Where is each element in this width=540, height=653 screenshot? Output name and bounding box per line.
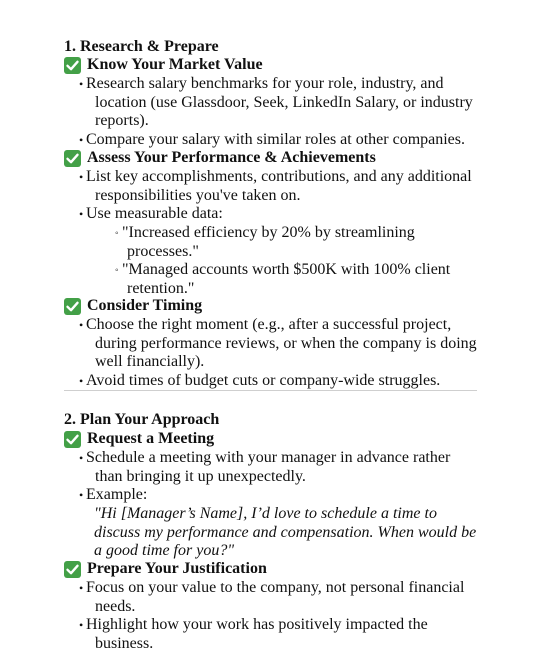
bullet-dot: • (79, 581, 84, 595)
check-mark-icon (64, 150, 81, 167)
list-item (79, 372, 486, 391)
sub-list-item-text: processes." (127, 242, 199, 260)
subheading-label: Assess Your Performance & Achievements (87, 149, 376, 166)
bullet-dot: • (79, 374, 84, 388)
list-item (79, 449, 486, 486)
bullet-circle: ◦ (115, 228, 119, 239)
bullet-dot: • (79, 451, 84, 465)
sub-list-item-text: "Managed accounts worth $500K with 100% client (122, 261, 451, 278)
bullet-dot: • (79, 318, 84, 332)
subheading-label: Prepare Your Justification (87, 560, 267, 577)
quote-line: "Hi [Manager’s Name], I’d love to schedule a time to (94, 505, 437, 522)
check-mark-icon (64, 57, 81, 74)
list-item-text: during performance reviews, or when the company is doing (95, 334, 477, 352)
subheading-consider-timing (64, 297, 202, 316)
bullet-dot: • (79, 207, 84, 221)
list-item (79, 205, 486, 224)
sub-list-item (115, 224, 482, 261)
list-item-text: List key accomplishments, contributions, and any additional (86, 168, 472, 185)
sub-list-item (115, 261, 482, 298)
list-item (79, 316, 486, 372)
check-mark-icon (64, 561, 81, 578)
check-mark-icon (64, 431, 81, 448)
list-item-text: Use measurable data: (86, 205, 223, 222)
list-item-text: business. (95, 634, 154, 652)
section-divider (64, 390, 477, 391)
list-item-text: Avoid times of budget cuts or company-wide struggles. (86, 372, 441, 389)
list-item (79, 131, 486, 150)
example-quote (94, 505, 494, 561)
subheading-assess-performance (64, 149, 376, 168)
subheading-label: Request a Meeting (87, 430, 215, 447)
subheading-prepare-justification (64, 560, 267, 579)
list-item (79, 579, 486, 616)
list-item-text: location (use Glassdoor, Seek, LinkedIn Salary, or industry (95, 93, 473, 111)
bullet-dot: • (79, 618, 84, 632)
list-item-text: reports). (95, 112, 149, 130)
list-item-text: Choose the right moment (e.g., after a successful project, (86, 316, 452, 333)
list-item-text: Example: (86, 486, 148, 503)
list-item-text: responsibilities you've taken on. (95, 186, 301, 204)
list-item-text: well financially). (95, 353, 205, 371)
subheading-label: Know Your Market Value (87, 56, 263, 73)
quote-line: a good time for you?" (94, 542, 235, 560)
list-item-text: Compare your salary with similar roles at other companies. (86, 131, 466, 148)
list-item (79, 168, 486, 205)
list-item-text: needs. (95, 597, 136, 615)
bullet-dot: • (79, 133, 84, 147)
bullet-dot: • (79, 170, 84, 184)
sub-list-item-text: "Increased efficiency by 20% by streamlining (122, 224, 415, 241)
list-item-text: than bringing it up unexpectedly. (95, 467, 306, 485)
list-item-text: Research salary benchmarks for your role, industry, and (86, 75, 444, 92)
subheading-know-market-value (64, 56, 263, 75)
quote-line: discuss my performance and compensation. When would be (94, 523, 477, 541)
list-item-text: Highlight how your work has positively impacted the (86, 616, 428, 633)
subheading-label: Consider Timing (87, 297, 203, 314)
section-title-research-prepare: 1. Research & Prepare (64, 38, 219, 55)
list-item-text: Focus on your value to the company, not personal financial (86, 579, 465, 596)
list-item (79, 75, 486, 131)
sub-list-item-text: retention." (127, 279, 195, 297)
check-mark-icon (64, 298, 81, 315)
bullet-circle: ◦ (115, 265, 119, 276)
section-title-plan-approach: 2. Plan Your Approach (64, 411, 220, 428)
bullet-dot: • (79, 488, 84, 502)
list-item (79, 616, 486, 653)
list-item (79, 486, 486, 505)
bullet-dot: • (79, 77, 84, 91)
subheading-request-meeting (64, 430, 214, 449)
list-item-text: Schedule a meeting with your manager in advance rather (86, 449, 451, 466)
